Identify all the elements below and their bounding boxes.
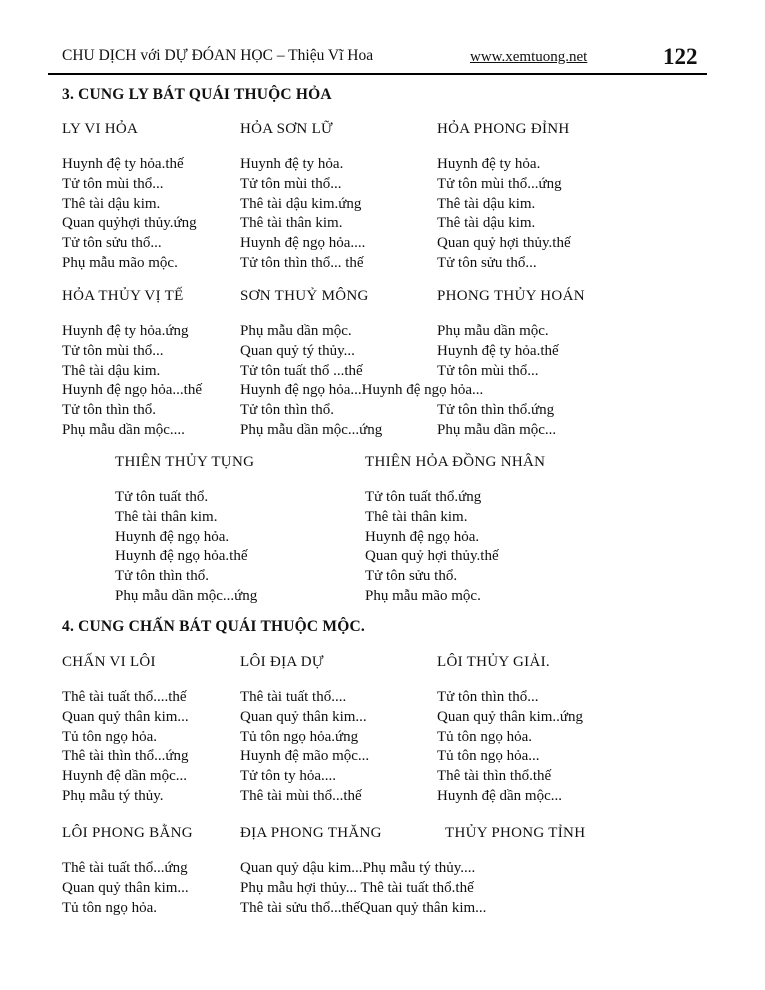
hexagram-line: Tử tôn thìn thổ... xyxy=(437,689,539,705)
hexagram-column xyxy=(62,288,202,441)
hexagram-line: Huynh đệ ngọ hỏa.thế xyxy=(115,548,248,565)
hexagram-line: Huynh đệ ty hỏa. xyxy=(437,156,541,172)
hexagram-line: Thê tài dậu kim. xyxy=(437,215,536,232)
hexagram-line: Thê tài dậu kim. xyxy=(437,195,536,212)
hexagram-name: THIÊN HỎA ĐỒNG NHÂN xyxy=(365,454,546,470)
hexagram-line: Tủ tôn ngọ hỏa... xyxy=(437,748,540,765)
hexagram-column xyxy=(240,654,369,807)
hexagram-line: Tử tôn sửu thổ... xyxy=(62,235,162,252)
hexagram-line: Phụ mẫu dần mộc... xyxy=(437,421,557,438)
hexagram-column xyxy=(437,288,585,441)
hexagram-line: Quan quỷ thân kim... xyxy=(62,879,189,896)
hexagram-line: Huynh đệ ngọ hỏa.... xyxy=(240,235,366,252)
hexagram-line: Thê tài dậu kim. xyxy=(62,362,161,379)
hexagram-line: Huynh đệ ngọ hỏa...thế xyxy=(62,382,202,399)
hexagram-name: LÔI THỦY GIẢI. xyxy=(437,654,550,670)
hexagram-line: Thê tài dậu kim.ứng xyxy=(240,195,362,212)
hexagram-line: Phụ mẫu mão mộc. xyxy=(62,254,178,271)
hexagram-line: Phụ mẫu mão mộc. xyxy=(365,587,481,604)
hexagram-line: Tử tôn mùi thổ... xyxy=(240,175,342,192)
hexagram-line: Tử tôn ty hỏa.... xyxy=(240,768,337,785)
hexagram-column xyxy=(437,654,583,807)
hexagram-name: THIÊN THỦY TỤNG xyxy=(115,454,255,470)
website-link[interactable]: www.xemtuong.net xyxy=(470,49,588,65)
hexagram-line: Quan quỷ thân kim..ứng xyxy=(437,708,584,725)
hexagram-line: Quan quỷ tý thủy... xyxy=(240,342,355,359)
hexagram-line: Thê tài mùi thổ...thế xyxy=(240,787,362,804)
hexagram-line: Huynh đệ ty hỏa.thế xyxy=(62,156,184,172)
hexagram-name: LY VI HỎA xyxy=(62,121,139,137)
hexagram-line: Huynh đệ ngọ hỏa. xyxy=(365,528,480,545)
hexagram-line: Thê tài thìn thổ...ứng xyxy=(62,748,189,765)
hexagram-column xyxy=(62,654,189,807)
hexagram-line: Phụ mẫu dần mộc. xyxy=(240,323,352,339)
hexagram-name: CHẤN VI LÔI xyxy=(62,654,156,670)
hexagram-line: Phụ mẫu dần mộc.... xyxy=(62,421,185,438)
hexagram-line: Thê tài sửu thổ...thếQuan quỷ thân kim... xyxy=(240,899,487,916)
section-3-title: 3. CUNG LY BÁT QUÁI THUỘC HỎA xyxy=(62,86,332,103)
hexagram-line: Tử tôn mùi thổ... xyxy=(62,175,164,192)
hexagram-line: Tử tôn sửu thổ... xyxy=(437,254,537,271)
hexagram-line: Huynh đệ ty hỏa.ứng xyxy=(62,323,189,339)
hexagram-line: Thê tài tuất thổ....thế xyxy=(62,689,187,705)
hexagram-column xyxy=(445,825,585,859)
hexagram-line: Thê tài thân kim. xyxy=(115,508,218,525)
hexagram-line: Thê tài dậu kim. xyxy=(62,195,161,212)
hexagram-line: Huynh đệ ngọ hỏa...Huynh đệ ngọ hỏa... xyxy=(240,382,484,399)
hexagram-name: LÔI PHONG BẰNG xyxy=(62,825,193,841)
hexagram-column xyxy=(62,121,197,274)
book-title: CHU DỊCH với DỰ ĐÓAN HỌC – Thiệu Vĩ Hoa xyxy=(62,47,374,64)
page-number: 122 xyxy=(663,44,698,69)
hexagram-line: Quan quỷ thân kim... xyxy=(240,708,367,725)
hexagram-line: Tủ tôn ngọ hỏa.ứng xyxy=(240,728,359,745)
hexagram-line: Huynh đệ dần mộc... xyxy=(437,787,562,804)
hexagram-line: Thê tài thân kim. xyxy=(240,215,343,232)
hexagram-line: Phụ mẫu dần mộc...ứng xyxy=(240,421,383,438)
hexagram-line: Tử tôn thìn thổ.ứng xyxy=(437,402,555,419)
hexagram-column xyxy=(365,454,545,607)
hexagram-line: Huynh đệ ngọ hỏa. xyxy=(115,528,230,545)
hexagram-line: Quan quỷ dậu kim...Phụ mẫu tý thủy.... xyxy=(240,860,476,876)
hexagram-line: Thê tài thìn thổ.thế xyxy=(437,768,552,785)
hexagram-line xyxy=(437,381,585,401)
hexagram-line: Phụ mẫu tý thủy. xyxy=(62,787,164,804)
hexagram-name: LÔI ĐỊA DỰ xyxy=(240,654,324,670)
hexagram-line: Quan quỷ thân kim... xyxy=(62,708,189,725)
hexagram-name: HỎA THỦY VỊ TẾ xyxy=(62,288,184,304)
section-4-title: 4. CUNG CHẤN BÁT QUÁI THUỘC MỘC. xyxy=(62,618,365,635)
hexagram-line: Quan quỷ hợi thủy.thế xyxy=(365,548,499,565)
hexagram-line: Tử tôn thìn thổ. xyxy=(62,402,156,419)
hexagram-line: Huynh đệ ty hỏa.thế xyxy=(437,342,559,359)
hexagram-line: Tử tôn tuất thổ.ứng xyxy=(365,489,482,505)
hexagram-line: Tử tôn sửu thổ. xyxy=(365,568,458,585)
hexagram-line: Phụ mẫu dần mộc...ứng xyxy=(115,587,258,604)
hexagram-line: Tủ tôn ngọ hỏa. xyxy=(62,728,157,745)
hexagram-column xyxy=(115,454,257,607)
hexagram-line: Huynh đệ ty hỏa. xyxy=(240,156,344,172)
hexagram-line: Tủ tôn ngọ hỏa. xyxy=(62,899,157,916)
hexagram-column xyxy=(62,825,193,918)
hexagram-line: Huynh đệ dần mộc... xyxy=(62,768,187,785)
hexagram-line: Tử tôn tuất thổ ...thế xyxy=(240,362,363,379)
hexagram-column xyxy=(240,121,365,274)
hexagram-name: PHONG THỦY HOÁN xyxy=(437,288,585,304)
header-divider xyxy=(48,73,707,75)
hexagram-line: Tử tôn tuất thổ. xyxy=(115,489,209,505)
hexagram-line: Thê tài tuất thổ.... xyxy=(240,689,347,705)
hexagram-name: HỎA PHONG ĐỈNH xyxy=(437,121,570,137)
hexagram-line: Quan quỷhợi thủy.ứng xyxy=(62,215,197,232)
hexagram-line: Tủ tôn ngọ hỏa. xyxy=(437,728,532,745)
hexagram-column xyxy=(437,121,571,274)
hexagram-line: Phụ mẫu dần mộc. xyxy=(437,323,549,339)
hexagram-name: THỦY PHONG TỈNH xyxy=(445,825,586,841)
hexagram-line: Thê tài thân kim. xyxy=(365,508,468,525)
hexagram-line: Phụ mẫu hợi thủy... Thê tài tuất thổ.thế xyxy=(240,879,474,896)
hexagram-line: Tử tôn mùi thổ...ứng xyxy=(437,175,562,192)
hexagram-line: Tử tôn thìn thổ... thế xyxy=(240,254,364,271)
hexagram-name: HỎA SƠN LỮ xyxy=(240,121,333,137)
hexagram-line: Tử tôn mùi thổ... xyxy=(62,342,164,359)
hexagram-name: ĐỊA PHONG THĂNG xyxy=(240,825,382,841)
hexagram-name: SƠN THUỶ MÔNG xyxy=(240,288,369,304)
hexagram-line: Quan quỷ hợi thủy.thế xyxy=(437,235,571,252)
hexagram-line: Tử tôn thìn thổ. xyxy=(115,568,209,585)
hexagram-line: Tử tôn thìn thổ. xyxy=(240,402,334,419)
hexagram-line: Huynh đệ mão mộc... xyxy=(240,748,370,765)
hexagram-line: Tử tôn mùi thổ... xyxy=(437,362,539,379)
hexagram-line: Thê tài tuất thổ...ứng xyxy=(62,860,188,876)
